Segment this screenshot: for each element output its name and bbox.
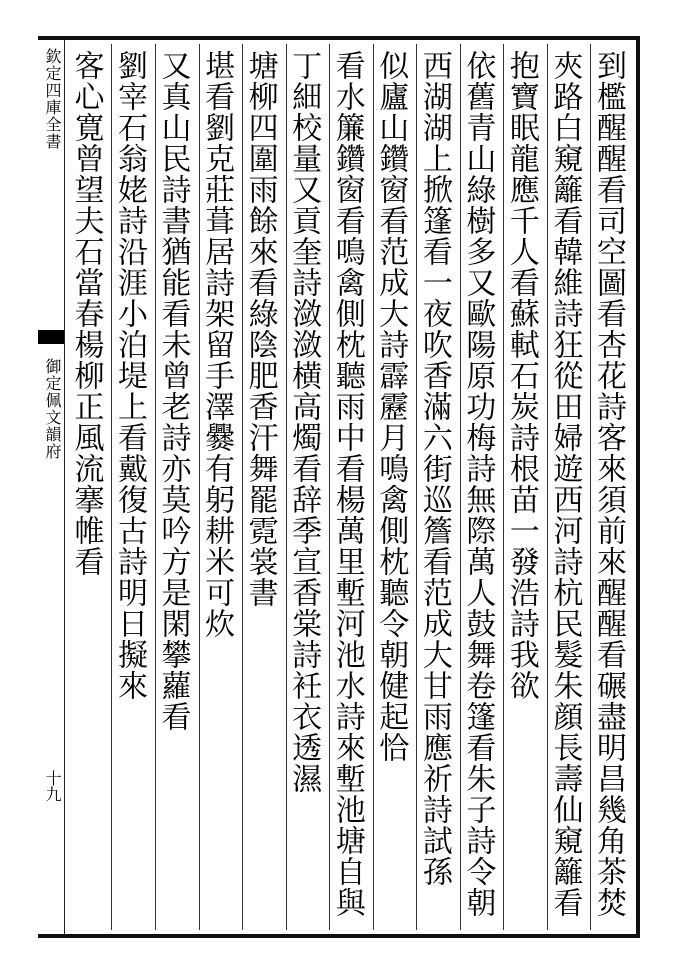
column-text: 劉宰石翁姥詩沿涯小泊堤上看戴復古詩明日擬來 bbox=[111, 50, 147, 701]
column-text: 似廬山鑽窗看范成大詩霹靂月鳴禽側枕聽令朝健起恰 bbox=[373, 50, 409, 763]
text-column bbox=[547, 44, 591, 930]
text-column bbox=[199, 44, 243, 930]
column-text: 丁細校量又貢奎詩潋潋横高燭看辞季宣香棠詩衽衣透濕 bbox=[286, 50, 322, 794]
text-column bbox=[242, 44, 286, 930]
text-column bbox=[590, 44, 634, 930]
frame-border-bottom bbox=[38, 934, 640, 938]
column-text: 塘柳四圍雨餘來看綠陰肥香汗舞罷霓裳書 bbox=[242, 50, 278, 608]
frame-border-right bbox=[636, 36, 640, 938]
text-column bbox=[111, 44, 155, 930]
column-text: 夾路白窺籬看韓維詩狂從田婦遊西河詩杭民髮朱顔長壽仙窺籬看 bbox=[547, 50, 583, 918]
column-text: 西湖湖上掀篷看一夜吹香滿六街巡簷看范成大甘雨應祈詩試孫 bbox=[416, 50, 452, 887]
column-text: 到檻醒醒看司空圖看杏花詩客來須前來醒醒看碾盡明昌幾角茶焚 bbox=[591, 50, 626, 918]
collection-title: 欽定四庫全書 bbox=[43, 48, 62, 150]
text-column bbox=[155, 44, 199, 930]
text-column bbox=[460, 44, 504, 930]
text-column bbox=[68, 44, 111, 930]
text-column bbox=[329, 44, 373, 930]
frame-border-top bbox=[38, 36, 638, 40]
text-column bbox=[416, 44, 460, 930]
text-column bbox=[503, 44, 547, 930]
fish-tail-mark bbox=[38, 330, 64, 344]
gutter-divider bbox=[64, 40, 65, 934]
page-number: 十九 bbox=[43, 770, 62, 802]
column-text: 又真山民詩書猶能看未曾老詩亦莫吟方是閑攀蘿看 bbox=[155, 50, 191, 732]
page-gutter bbox=[38, 40, 64, 934]
column-text: 看水簾鑽窗看鳴禽側枕聽雨中看楊萬里塹河池水詩來塹池塘自與 bbox=[329, 50, 365, 918]
column-text: 依舊青山綠樹多又歐陽原功梅詩無際萬人鼓舞卷篷看朱子詩令朝 bbox=[460, 50, 496, 918]
column-text: 抱寶眠龍應千人看蘇軾石炭詩根苗一發浩詩我欲 bbox=[503, 50, 539, 701]
text-column bbox=[286, 44, 330, 930]
text-column bbox=[373, 44, 417, 930]
column-text: 堪看劉克莊葺居詩架留手澤爨有躬耕米可炊 bbox=[199, 50, 235, 639]
book-title: 御定佩文韻府 bbox=[43, 358, 62, 460]
column-text: 客心寛曾望夫石當春楊柳正風流搴帷看 bbox=[68, 50, 104, 577]
text-columns bbox=[68, 44, 634, 930]
